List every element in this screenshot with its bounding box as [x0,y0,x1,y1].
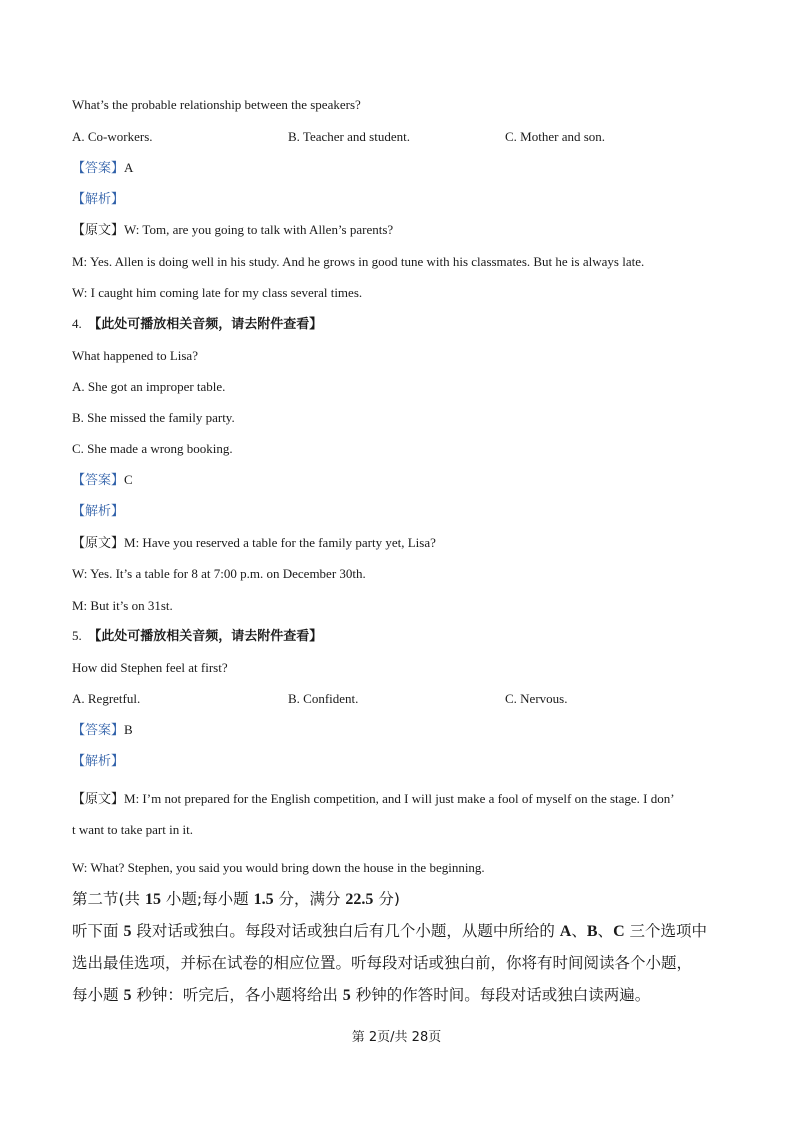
instruction-number: 5 [342,987,351,1004]
q5-analysis-line [72,753,124,770]
q5-script-line-3: W: What? Stephen, you said you would bring down the house in the beginning. [72,860,485,875]
heading-number: 22.5 [345,891,374,908]
q5-script-line-2: t want to take part in it. [72,822,193,837]
page-footer: 第 2页/共 28页 [351,1030,442,1045]
q4-header [72,316,322,333]
answer-tag: 【答案】 [72,473,125,488]
q4-script-line-1 [72,535,436,552]
q4-question: What happened to Lisa? [72,348,198,363]
instruction-part: 每小题 [72,986,124,1004]
script-tag: 【原文】 [72,792,125,807]
q4-script-line-2: W: Yes. It’s a table for 8 at 7:00 p.m. on December 30th. [72,566,366,581]
instruction-part: 、 [571,922,587,940]
q4-number: 4. [72,316,82,331]
q3-option-c: C. Mother and son. [505,129,606,144]
analysis-tag: 【解析】 [72,754,125,769]
instruction-part: 三个选项中 [624,922,708,940]
heading-part: 分) [373,890,400,908]
q5-option-a: A. Regretful. [72,691,141,706]
q5-script-text-1: M: I’m not prepared for the English competition, and I will just make a fool of myself on the stage. I don’ [124,791,675,806]
heading-number: 15 [144,891,161,908]
q4-audio-note: 【此处可播放相关音频，请去附件查看】 [88,317,323,332]
instruction-part: 秒钟：听完后，各小题将给出 [131,986,343,1004]
instruction-letter: A [559,923,572,940]
q4-answer: C [124,472,133,487]
heading-number: 1.5 [253,891,274,908]
q4-option-a: A. She got an improper table. [72,379,226,394]
answer-tag: 【答案】 [72,723,125,738]
script-tag: 【原文】 [72,536,125,551]
q5-question: How did Stephen feel at first? [72,660,228,675]
instruction-letter: B [586,923,598,940]
q3-analysis-line [72,191,124,208]
q5-answer-line [72,722,133,739]
section2-instruction-1 [72,921,707,942]
analysis-tag: 【解析】 [72,192,125,207]
q4-script-text-1: M: Have you reserved a table for the family party yet, Lisa? [124,535,436,550]
instruction-part: 、 [597,922,614,940]
q5-number: 5. [72,628,82,643]
q4-option-b: B. She missed the family party. [72,410,235,425]
instruction-letter: C [613,923,625,940]
section2-heading [72,889,400,910]
q4-script-line-3: M: But it’s on 31st. [72,598,173,613]
q3-option-b: B. Teacher and student. [288,129,410,144]
q5-script-line-1 [72,791,675,808]
answer-tag: 【答案】 [72,161,125,176]
q3-script-line-2: M: Yes. Allen is doing well in his study. And he grows in good tune with his classmates. But he is always late. [72,254,645,269]
instruction-part: 听下面 [72,922,124,940]
q4-option-c: C. She made a wrong booking. [72,441,233,456]
q3-script-line-3: W: I caught him coming late for my class several times. [72,285,363,300]
q5-header [72,628,322,645]
q5-answer: B [124,722,133,737]
instruction-part: 段对话或独白。每段对话或独白后有几个小题，从题中所给的 [131,922,560,940]
q3-answer: A [124,160,134,175]
section2-instruction-3 [72,985,650,1006]
q5-option-b: B. Confident. [288,691,359,706]
q3-answer-line [72,160,133,177]
instruction-number: 5 [123,987,132,1004]
q3-script-text-1: W: Tom, are you going to talk with Allen’s parents? [124,222,394,237]
q3-question: What’s the probable relationship between the speakers? [72,97,361,112]
instruction-part: 秒钟的作答时间。每段对话或独白读两遍。 [350,986,651,1004]
instruction-part: 选出最佳选项，并标在试卷的相应位置。听每段对话或独白前，你将有时间阅读各个小题， [72,954,693,972]
script-tag: 【原文】 [72,223,125,238]
heading-part: 第二节(共 [72,890,145,908]
q4-answer-line [72,472,133,489]
heading-part: 分，满分 [273,890,346,908]
instruction-number: 5 [123,923,132,940]
q5-audio-note: 【此处可播放相关音频，请去附件查看】 [88,629,323,644]
analysis-tag: 【解析】 [72,504,125,519]
q5-option-c: C. Nervous. [505,691,568,706]
q3-option-a: A. Co-workers. [72,129,153,144]
q4-analysis-line [72,503,124,520]
section2-instruction-2 [72,953,692,973]
q3-script-line-1 [72,222,393,239]
heading-part: 小题;每小题 [160,890,254,908]
